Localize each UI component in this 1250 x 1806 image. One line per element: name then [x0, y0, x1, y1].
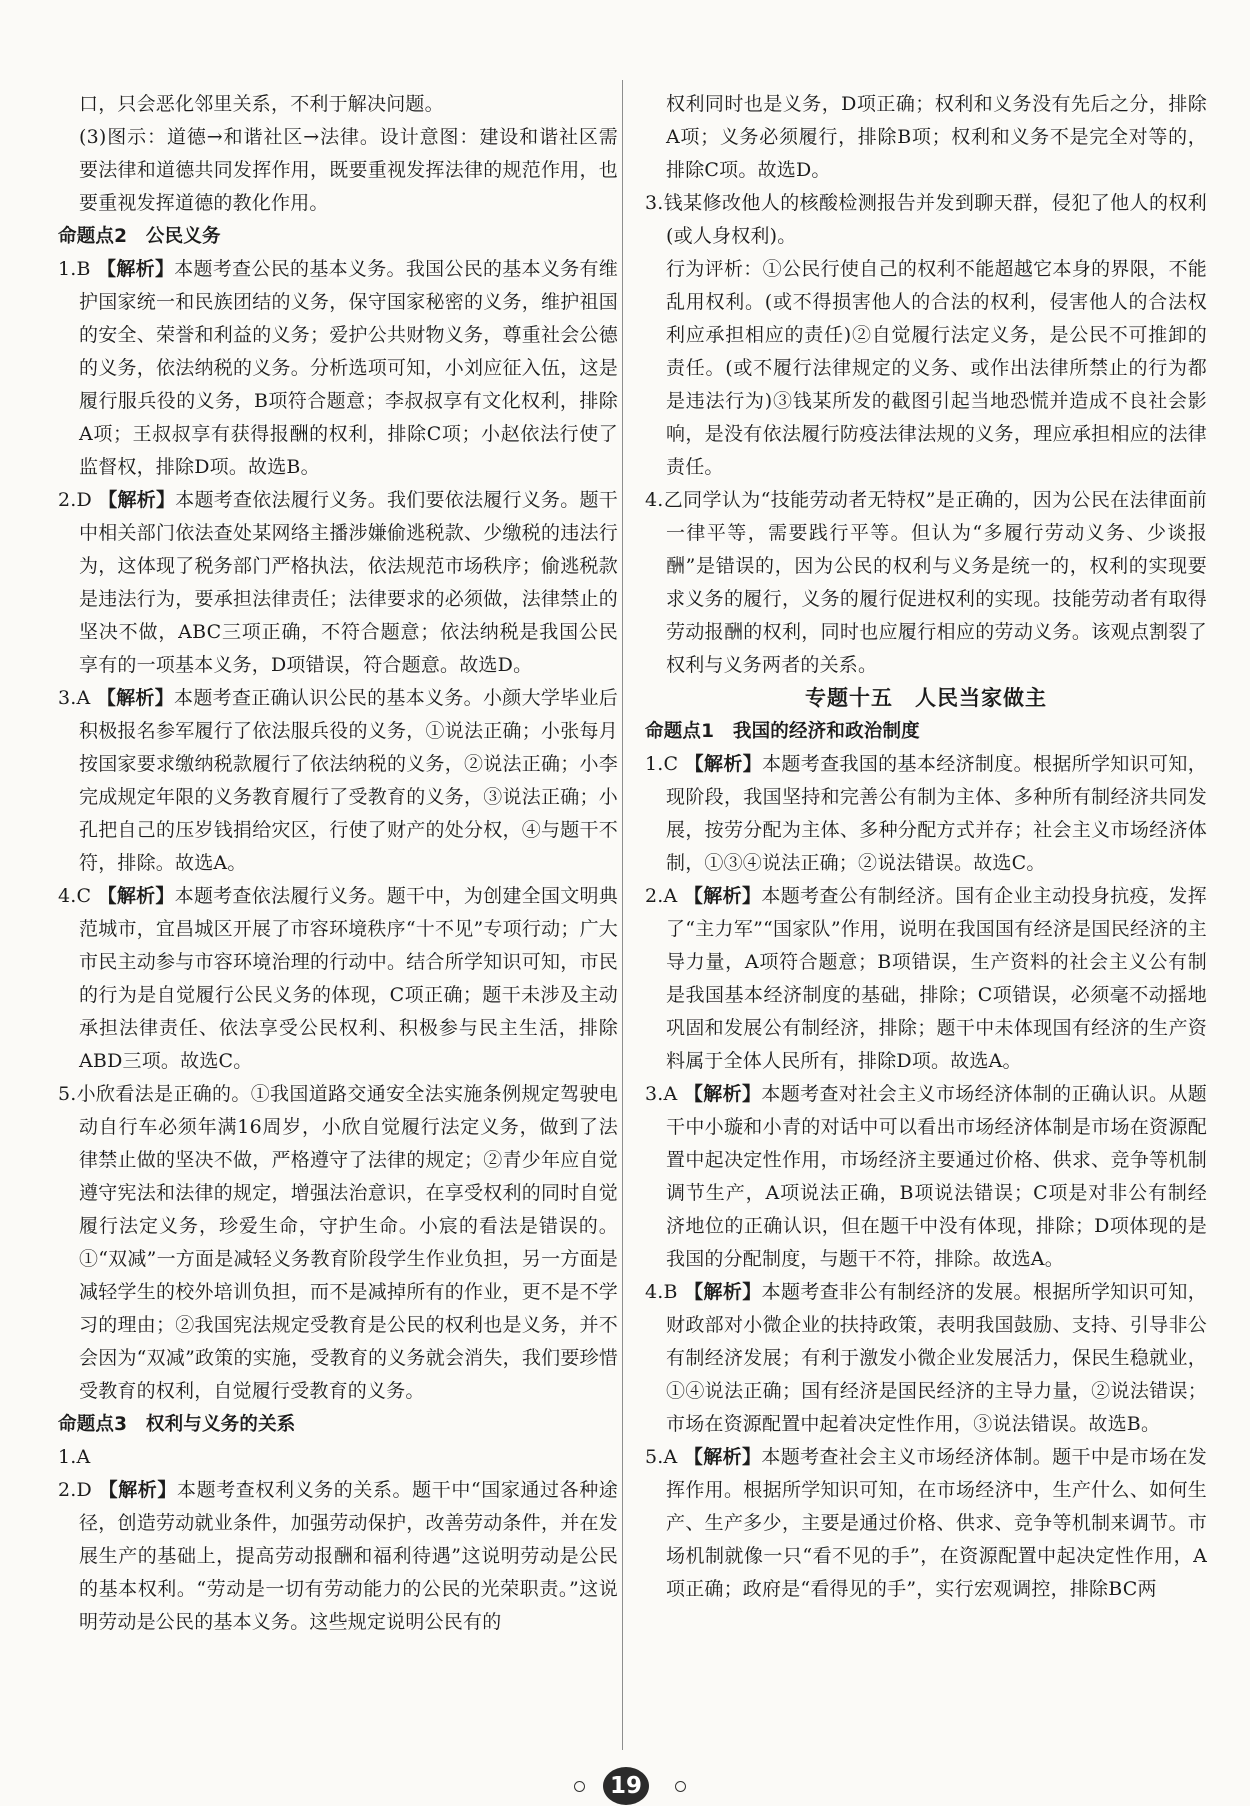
answer-text: 本题考查对社会主义市场经济体制的正确认识。从题干中小璇和小青的对话中可以看出市场经济体制是市场在资源配置中起决定性作用，市场经济主要通过价格、供求、竞争等机制调节生产，A项说法正确，B项说法错误；C项是对非公有制经济地位的正确认识，但在题干中没有体现，排除；D项体现的是我国的分配制度，与题干不符，排除。故选A。 — [666, 1083, 1207, 1270]
answer-number: 1.C — [645, 753, 679, 775]
topic-heading: 专题十五 人民当家做主 — [805, 686, 1047, 710]
answer-item: 4.乙同学认为“技能劳动者无特权”是正确的，因为公民在法律面前一律平等，需要践行平等。但认为“多履行劳动义务、少谈报酬”是错误的，因为公民的权利与义务是统一的，权利的实现要求义务的履行，义务的履行促进权利的实现。技能劳动者有取得劳动报酬的权利，同时也应履行相应的劳动义务。该观点割裂了权利与义务两者的关系。 — [645, 489, 1207, 676]
answer-item — [58, 682, 618, 880]
paragraph: 权利同时也是义务，D项正确；权利和义务没有先后之分，排除A项；义务必须履行，排除B项；权利和义务不是完全对等的，排除C项。故选D。 — [666, 93, 1207, 181]
circle-ornament-icon — [675, 1781, 686, 1792]
analysis-tag: 【解析】 — [683, 1446, 762, 1468]
answer-number: 4.B — [645, 1281, 678, 1303]
answer-item — [58, 880, 618, 1078]
answer-text: 本题考查权利义务的关系。题干中“国家通过各种途径，创造劳动就业条件，加强劳动保护，改善劳动条件，并在发展生产的基础上，提高劳动报酬和福利待遇”这说明劳动是公民的基本权利。“劳动是一切有劳动能力的公民的光荣职责。”这说明劳动是公民的基本义务。这些规定说明公民有的 — [79, 1479, 618, 1633]
answer-text: 本题考查正确认识公民的基本义务。小颜大学毕业后积极报名参军履行了依法服兵役的义务，①说法正确；小张每月按国家要求缴纳税款履行了依法纳税的义务，②说法正确；小李完成规定年限的义务教育履行了受教育的义务，③说法正确；小孔把自己的压岁钱捐给灾区，行使了财产的处分权，④与题干不符，排除。故选A。 — [79, 687, 618, 874]
section-heading: 命题点2 公民义务 — [58, 226, 221, 247]
answer-number: 5.A — [645, 1446, 678, 1468]
answer-item — [645, 1441, 1207, 1606]
paragraph: (3)图示：道德→和谐社区→法律。设计意图：建设和谐社区需要法律和道德共同发挥作用，既要重视发挥法律的规范作用，也要重视发挥道德的教化作用。 — [79, 126, 618, 214]
paragraph: 口，只会恶化邻里关系，不利于解决问题。 — [79, 93, 444, 115]
answer-number: 3.A — [58, 687, 91, 709]
answer-item: 5.小欣看法是正确的。①我国道路交通安全法实施条例规定驾驶电动自行车必须年满16周岁，小欣自觉履行法定义务，做到了法律禁止做的坚决不做，严格遵守了法律的规定；②青少年应自觉遵守宪法和法律的规定，增强法治意识，在享受权利的同时自觉履行法定义务，珍爱生命，守护生命。小宸的看法是错误的。①“双减”一方面是减轻义务教育阶段学生作业负担，另一方面是减轻学生的校外培训负担，而不是减掉所有的作业，更不是不学习的理由；②我国宪法规定受教育是公民的权利也是义务，并不会因为“双减”政策的实施，受教育的义务就会消失，我们要珍惜受教育的权利，自觉履行受教育的义务。 — [58, 1083, 618, 1402]
answer-item — [645, 880, 1207, 1078]
analysis-tag: 【解析】 — [683, 885, 762, 907]
page-footer — [0, 1765, 1250, 1805]
answer-item — [58, 1474, 618, 1639]
analysis-tag: 【解析】 — [684, 753, 763, 775]
answer-text: 本题考查我国的基本经济制度。根据所学知识可知，现阶段，我国坚持和完善公有制为主体、多种所有制经济共同发展，按劳分配为主体、多种分配方式并存；社会主义市场经济体制，①③④说法正确；②说法错误。故选C。 — [666, 753, 1207, 874]
analysis-tag: 【解析】 — [684, 1281, 762, 1303]
left-column — [58, 88, 618, 1639]
analysis-tag: 【解析】 — [98, 489, 176, 511]
answer-item: 3.钱某修改他人的核酸检测报告并发到聊天群，侵犯了他人的权利(或人身权利)。 — [645, 192, 1207, 247]
answer-item — [58, 253, 618, 484]
analysis-tag: 【解析】 — [96, 687, 175, 709]
answer-item — [645, 1078, 1207, 1276]
analysis-tag: 【解析】 — [97, 258, 175, 280]
answer-text: 本题考查公民的基本义务。我国公民的基本义务有维护国家统一和民族团结的义务，保守国家秘密的义务，维护祖国的安全、荣誉和利益的义务；爱护公共财物义务，尊重社会公德的义务，依法纳税的义务。分析选项可知，小刘应征入伍，这是履行服兵役的义务，B项符合题意；李叔叔享有文化权利，排除A项；王叔叔享有获得报酬的权利，排除C项；小赵依法行使了监督权，排除D项。故选B。 — [79, 258, 618, 478]
page-number: 19 — [603, 1767, 649, 1805]
right-column — [645, 88, 1207, 1606]
answer-text: 本题考查公有制经济。国有企业主动投身抗疫，发挥了“主力军”“国家队”作用，说明在我国国有经济是国民经济的主导力量，A项符合题意；B项错误，生产资料的社会主义公有制是我国基本经济制度的基础，排除；C项错误，必须毫不动摇地巩固和发展公有制经济，排除；题干中未体现国有经济的生产资料属于全体人民所有，排除D项。故选A。 — [666, 885, 1207, 1072]
paragraph: 行为评析：①公民行使自己的权利不能超越它本身的界限，不能乱用权利。(或不得损害他人的合法的权利，侵害他人的合法权利应承担相应的责任)②自觉履行法定义务，是公民不可推卸的责任。(或不履行法律规定的义务、或作出法律所禁止的行为都是违法行为)③钱某所发的截图引起当地恐慌并造成不良社会影响，是没有依法履行防疫法律法规的义务，理应承担相应的法律责任。 — [666, 258, 1207, 478]
answer-number: 2.D — [58, 1479, 92, 1501]
answer-item — [645, 748, 1207, 880]
answer-item — [645, 1276, 1207, 1441]
answer-number: 2.A — [645, 885, 678, 907]
column-divider — [622, 80, 623, 1750]
answer-item — [58, 484, 618, 682]
answer-number: 3.A — [645, 1083, 678, 1105]
answer-number: 2.D — [58, 489, 92, 511]
answer-text: 本题考查依法履行义务。我们要依法履行义务。题干中相关部门依法查处某网络主播涉嫌偷逃税款、少缴税的违法行为，这体现了税务部门严格执法，依法规范市场秩序；偷逃税款是违法行为，要承担法律责任；法律要求的必须做，法律禁止的坚决不做，ABC三项正确，不符合题意；依法纳税是我国公民享有的一项基本义务，D项错误，符合题意。故选D。 — [79, 489, 618, 676]
answer-text: 本题考查依法履行义务。题干中，为创建全国文明典范城市，宜昌城区开展了市容环境秩序“十不见”专项行动；广大市民主动参与市容环境治理的行动中。结合所学知识可知，市民的行为是自觉履行公民义务的体现，C项正确；题干未涉及主动承担法律责任、依法享受公民权利、积极参与民主生活，排除ABD三项。故选C。 — [79, 885, 618, 1072]
answer-number: 1.B — [58, 258, 91, 280]
answer-text: 本题考查社会主义市场经济体制。题干中是市场在发挥作用。根据所学知识可知，在市场经济中，生产什么、如何生产、生产多少，主要是通过价格、供求、竞争等机制来调节。市场机制就像一只“看不见的手”，在资源配置中起决定性作用，A项正确；政府是“看得见的手”，实行宏观调控，排除BC两 — [666, 1446, 1207, 1600]
section-heading: 命题点1 我国的经济和政治制度 — [645, 721, 920, 742]
circle-ornament-icon — [574, 1781, 585, 1792]
analysis-tag: 【解析】 — [683, 1083, 762, 1105]
answer-text: 本题考查非公有制经济的发展。根据所学知识可知，财政部对小微企业的扶持政策，表明我国鼓励、支持、引导非公有制经济发展；有利于激发小微企业发展活力，保民生稳就业，①④说法正确；国有经济是国民经济的主导力量，②说法错误；市场在资源配置中起着决定性作用，③说法错误。故选B。 — [666, 1281, 1207, 1435]
analysis-tag: 【解析】 — [98, 1479, 177, 1501]
section-heading: 命题点3 权利与义务的关系 — [58, 1414, 296, 1435]
analysis-tag: 【解析】 — [97, 885, 175, 907]
answer-item: 1.A — [58, 1446, 91, 1468]
answer-number: 4.C — [58, 885, 92, 907]
